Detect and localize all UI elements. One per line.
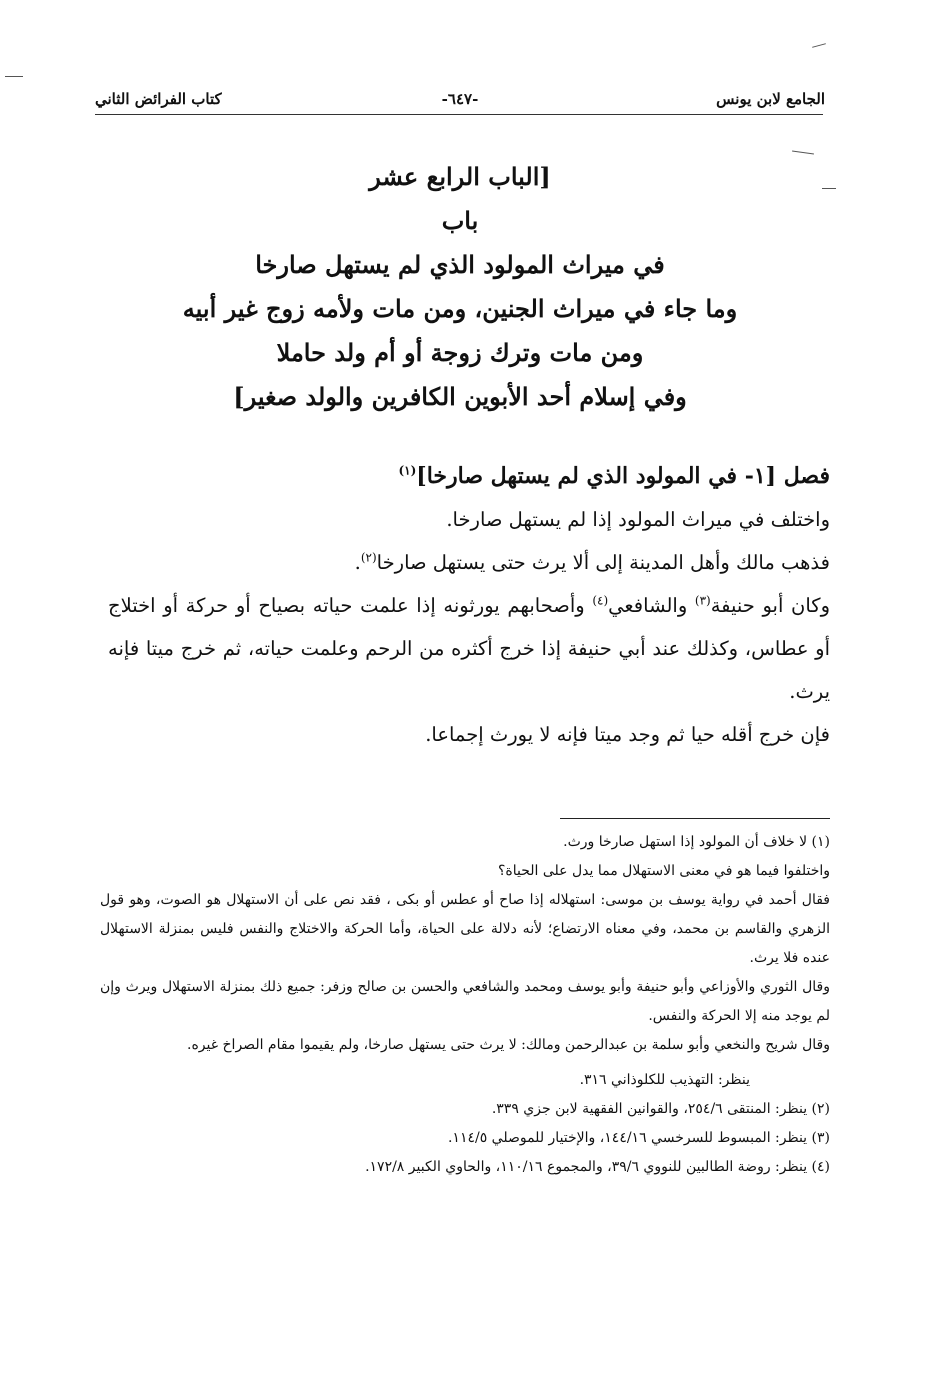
footnote-rule xyxy=(560,818,830,819)
chapter-title-line: وما جاء في ميراث الجنين، ومن مات ولأمه زوج غير أبيه xyxy=(182,294,738,323)
book-title: الجامع لابن يونس xyxy=(716,90,825,108)
paragraph-text: وأصحابهم يورثونه إذا علمت حياته بصياح أو حركة أو اختلاج أو عطاس، وكذلك عند أبي حنيفة إذا خرج أكثره من الرحم وعلمت حياته، ثم خرج ميتا فإنه يرث. xyxy=(108,594,830,703)
footnote-ref: (٢) xyxy=(360,550,377,565)
footnote-continuation: وقال الثوري والأوزاعي وأبو حنيفة وأبو يوسف ومحمد والشافعي والحسن بن صالح وزفر: جميع ذلك بمنزلة الاستهلال ويرث وإن لم يوجد منه إلا الحركة والنفس. xyxy=(100,979,830,1024)
footnote-continuation: واختلفوا فيما هو في معنى الاستهلال مما يدل على الحياة؟ xyxy=(497,863,830,879)
chapter-titles xyxy=(95,155,825,419)
footnote: (٢) ينظر: المنتقى ٢٥٤/٦، والقوانين الفقهية لابن جزي ٣٣٩. xyxy=(491,1101,830,1117)
scan-mark xyxy=(812,43,826,48)
paragraph-text: وكان أبو حنيفة xyxy=(710,594,830,617)
chapter-title-line: وفي إسلام أحد الأبوين الكافرين والولد صغير] xyxy=(233,382,687,411)
header-rule xyxy=(95,114,823,115)
scan-mark xyxy=(792,150,814,154)
chapter-label: باب xyxy=(441,206,479,235)
footnote-continuation: فقال أحمد في رواية يوسف بن موسى: استهلاله إذا صاح أو عطس أو بكى ، فقد نص على أن الاستهلال هو الصوت، وهو قول الزهري والقاسم بن محمد، وفي معناه الارتضاع؛ لأنه دلالة على الحياة، وأما الحركة والاختلاج والنفس فليس بمنزلة الاستهلال عنده فلا يرث. xyxy=(100,892,830,966)
main-text xyxy=(108,454,830,756)
paragraph-text: فإن خرج أقله حيا ثم وجد ميتا فإنه لا يورث إجماعا. xyxy=(425,723,830,746)
footnotes xyxy=(100,828,830,1182)
chapter-title-line: في ميراث المولود الذي لم يستهل صارخا xyxy=(255,250,665,279)
footnote-ref: (٣) xyxy=(694,593,711,608)
scan-mark xyxy=(5,76,23,77)
footnote-ref: (٤) xyxy=(592,593,609,608)
section-heading xyxy=(108,454,830,498)
paragraph xyxy=(108,713,830,756)
footnote: (٣) ينظر: المبسوط للسرخسي ١٤٤/١٦، والإختيار للموصلي ١١٤/٥. xyxy=(447,1130,830,1146)
footnote: (٤) ينظر: روضة الطالبين للنووي ٣٩/٦، والمجموع ١١٠/١٦، والحاوي الكبير ١٧٢/٨. xyxy=(365,1159,830,1175)
paragraph-text: فذهب مالك وأهل المدينة إلى ألا يرث حتى يستهل صارخا xyxy=(376,551,830,574)
chapter-title-line: ومن مات وترك زوجة أو أم ولد حاملا xyxy=(276,338,644,367)
section-title: كتاب الفرائض الثاني xyxy=(95,90,222,108)
paragraph-text: والشافعي xyxy=(608,594,695,617)
chapter-number: [الباب الرابع عشر xyxy=(369,162,551,191)
paragraph-end: . xyxy=(354,551,361,574)
footnote-continuation: وقال شريح والنخعي وأبو سلمة بن عبدالرحمن ومالك: لا يرث حتى يستهل صارخا، ولم يقيموا مقام الصراخ غيره. xyxy=(187,1037,830,1053)
paragraph xyxy=(108,498,830,541)
paragraph xyxy=(108,584,830,713)
page-number: -٦٤٧- xyxy=(441,90,479,108)
paragraph xyxy=(108,541,830,584)
paragraph-text: واختلف في ميراث المولود إذا لم يستهل صارخا. xyxy=(446,508,830,531)
footnote-reference: ينظر: التهذيب للكلوذاني ٣١٦. xyxy=(579,1072,750,1088)
footnote-ref: (١) xyxy=(398,463,417,478)
footnote: (١) لا خلاف أن المولود إذا استهل صارخا ورث. xyxy=(563,834,830,850)
section-heading-text: فصل [١- في المولود الذي لم يستهل صارخا] xyxy=(416,463,830,489)
